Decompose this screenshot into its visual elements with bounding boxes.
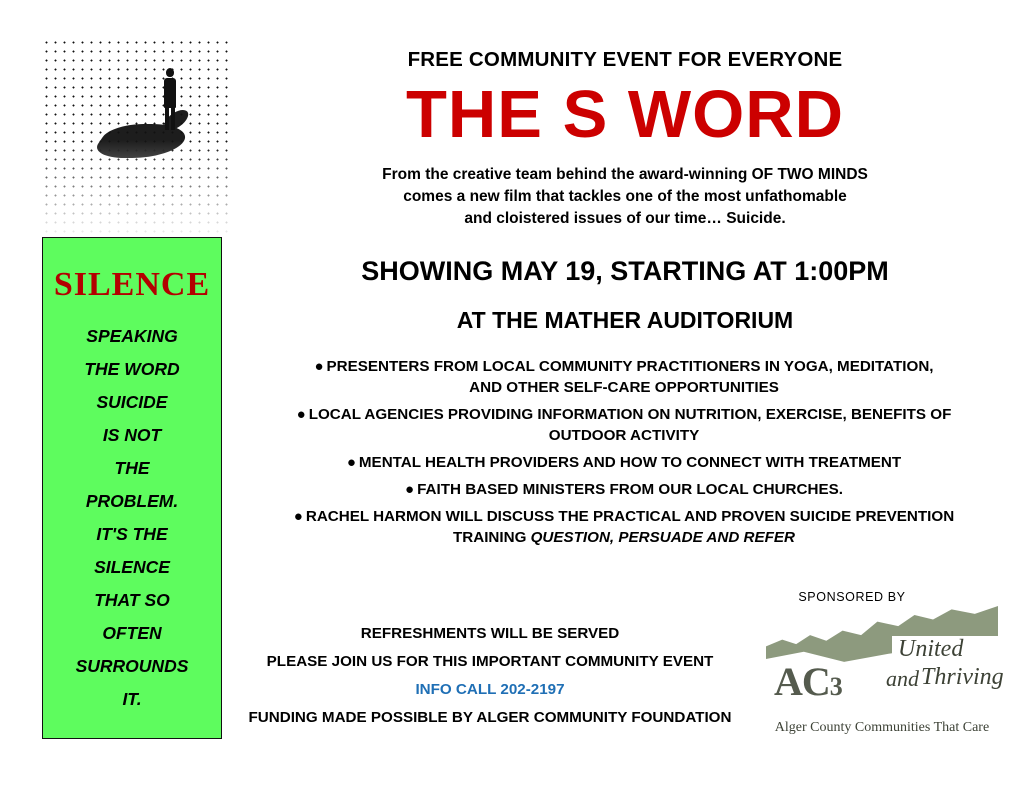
training-course-title: QUESTION, PERSUADE AND REFER	[530, 529, 796, 546]
list-item-text: PRESENTERS FROM LOCAL COMMUNITY PRACTITIONERS IN YOGA, MEDITATION,	[326, 358, 934, 375]
program-bullet-list	[240, 356, 1010, 548]
figure-head	[166, 68, 174, 77]
bullet-dot-icon: ●	[405, 481, 415, 498]
silence-line: SURROUNDS	[75, 656, 189, 676]
list-item	[248, 356, 1000, 398]
list-item-text: LOCAL AGENCIES PROVIDING INFORMATION ON NUTRITION, EXERCISE, BENEFITS OF	[308, 406, 952, 423]
film-description	[240, 164, 1010, 230]
silence-line: IS NOT	[102, 425, 162, 445]
list-item-text: FAITH BASED MINISTERS FROM OUR LOCAL CHURCHES.	[417, 481, 843, 498]
showing-datetime: SHOWING MAY 19, STARTING AT 1:00PM	[361, 256, 889, 286]
training-label: TRAINING	[452, 529, 531, 546]
silence-line: SUICIDE	[96, 392, 168, 412]
sponsor-block	[762, 590, 1002, 736]
bullet-dot-icon: ●	[296, 406, 306, 423]
film-description-line: and cloistered issues of our time… Suicide.	[464, 210, 786, 227]
logo-united-text: United	[898, 636, 964, 662]
logo-thriving-text: Thriving	[921, 664, 1004, 690]
film-description-line: comes a new film that tackles one of the most unfathomable	[403, 188, 847, 205]
ac3-logo	[766, 606, 1004, 718]
bullet-dot-icon: ●	[346, 454, 356, 471]
logo-caption: Alger County Communities That Care	[774, 720, 990, 735]
silence-line: THAT SO	[94, 590, 170, 610]
figure-shadow	[89, 124, 196, 158]
silence-line: OFTEN	[102, 623, 162, 643]
silence-line: THE	[114, 458, 150, 478]
logo-ac3-wordmark	[774, 658, 842, 705]
list-item-continuation: AND OTHER SELF-CARE OPPORTUNITIES	[469, 379, 779, 396]
list-item-text: RACHEL HARMON WILL DISCUSS THE PRACTICAL AND PROVEN SUICIDE PREVENTION	[305, 508, 955, 525]
film-description-line: From the creative team behind the award-winning OF TWO MINDS	[382, 166, 868, 183]
list-item-continuation	[248, 527, 1000, 548]
info-phone[interactable]: INFO CALL 202-2197	[415, 681, 565, 698]
logo-3-text: 3	[829, 672, 842, 701]
silence-line: IT'S THE	[96, 524, 168, 544]
dot-grid-illustration	[42, 38, 228, 234]
list-item-text: MENTAL HEALTH PROVIDERS AND HOW TO CONNECT WITH TREATMENT	[358, 454, 902, 471]
logo-and-text: and	[886, 666, 919, 691]
silence-line: THE WORD	[84, 359, 180, 379]
silence-line: SPEAKING	[86, 326, 178, 346]
list-item-continuation: OUTDOOR ACTIVITY	[548, 427, 700, 444]
silence-panel	[42, 237, 222, 739]
invitation-note: PLEASE JOIN US FOR THIS IMPORTANT COMMUNITY EVENT	[266, 653, 714, 670]
page-title: THE S WORD	[405, 77, 845, 152]
list-item	[248, 404, 1000, 446]
figure-body	[164, 78, 176, 108]
left-column	[42, 38, 228, 739]
silence-heading: SILENCE	[53, 266, 211, 303]
event-kicker: FREE COMMUNITY EVENT FOR EVERYONE	[407, 48, 843, 71]
main-column	[240, 48, 1010, 554]
refreshments-note: REFRESHMENTS WILL BE SERVED	[360, 625, 620, 642]
bullet-dot-icon: ●	[293, 508, 303, 525]
list-item	[248, 479, 1000, 500]
silence-line: PROBLEM.	[85, 491, 179, 511]
bullet-dot-icon: ●	[314, 358, 324, 375]
silence-line: IT.	[122, 689, 142, 709]
list-item	[248, 452, 1000, 473]
footer-text-block	[240, 620, 740, 732]
list-item	[248, 506, 1000, 548]
sponsored-by-label: SPONSORED BY	[798, 590, 906, 604]
logo-ac-text: AC	[774, 659, 830, 704]
silence-line: SILENCE	[94, 557, 170, 577]
venue-name: AT THE MATHER AUDITORIUM	[456, 307, 794, 333]
footer	[240, 590, 1010, 755]
funding-note: FUNDING MADE POSSIBLE BY ALGER COMMUNITY FOUNDATION	[248, 709, 732, 726]
